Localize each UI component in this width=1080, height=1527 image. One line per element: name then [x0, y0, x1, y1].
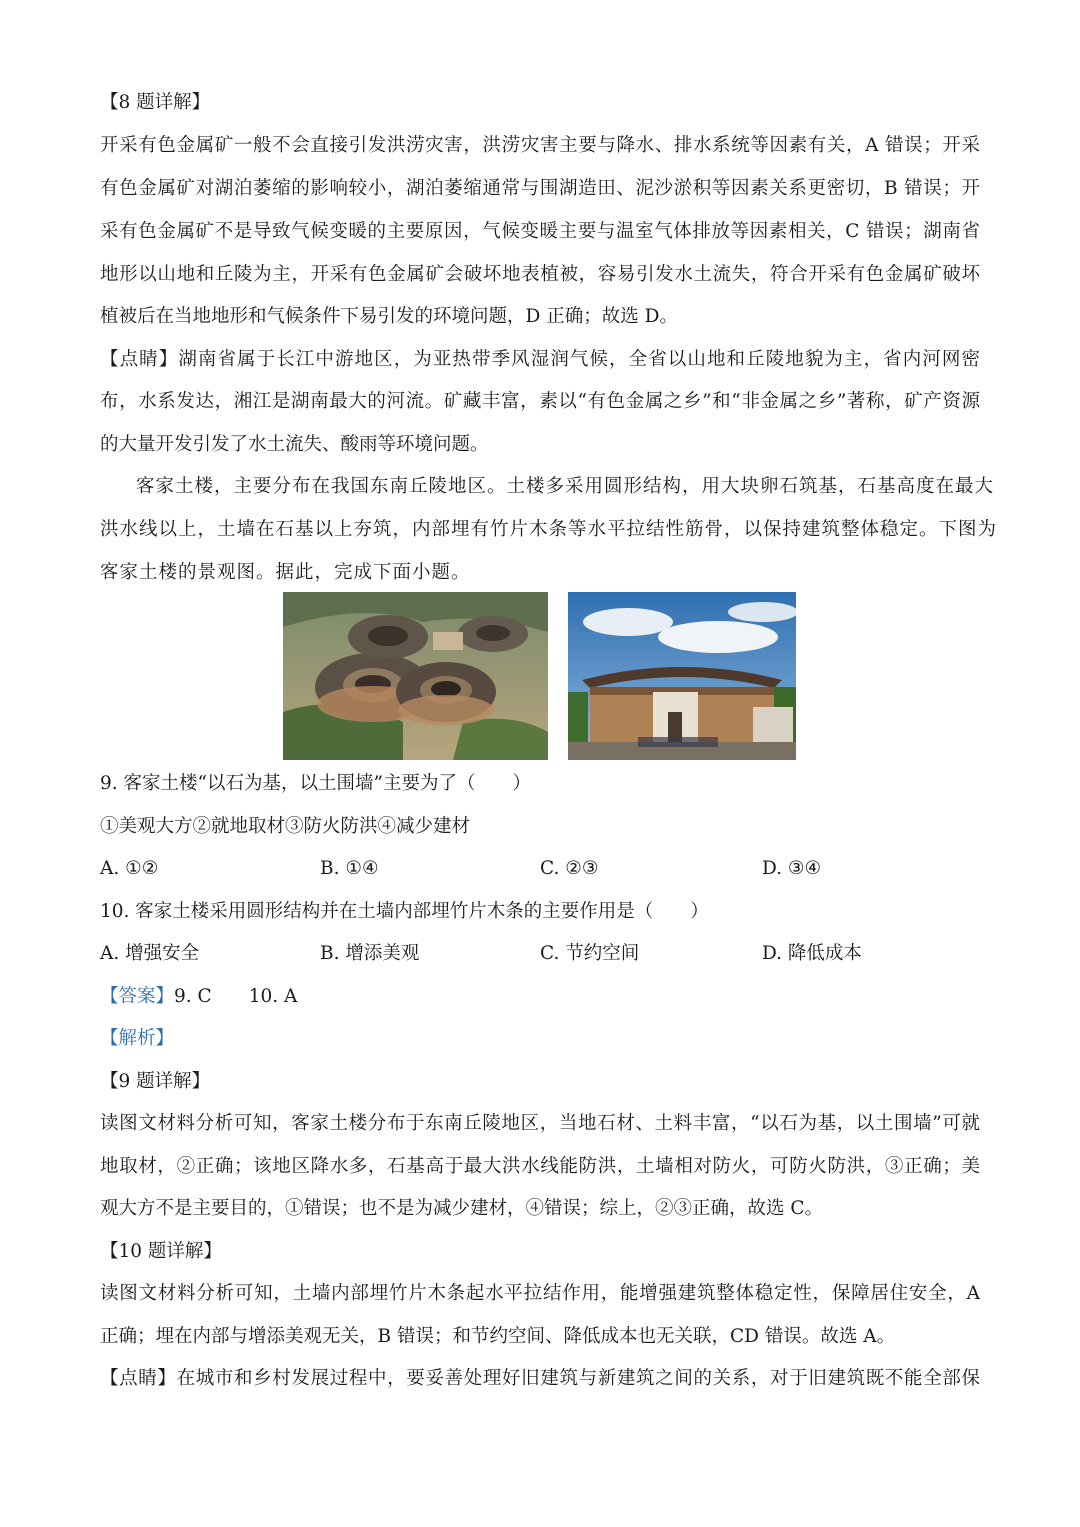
passage-line: 洪水线以上，土墙在石基以上夯筑，内部埋有竹片木条等水平拉结性筋骨，以保持建筑整体稳定。下图为 — [100, 519, 998, 540]
q10-stem: 10. 客家土楼采用圆形结构并在土墙内部埋竹片木条的主要作用是（ ） — [100, 901, 709, 922]
point-note-line: 的大量开发引发了水土流失、酸雨等环境问题。 — [100, 434, 489, 455]
q9-option-b[interactable]: B. ①④ — [320, 858, 379, 879]
q10-option-c[interactable]: C. 节约空间 — [540, 943, 640, 964]
tulou-front-photo — [568, 592, 796, 760]
q9-option-c[interactable]: C. ②③ — [540, 858, 599, 879]
q10-option-d[interactable]: D. 降低成本 — [762, 943, 862, 964]
q9-stem: 9. 客家土楼“以石为基，以土围墙”主要为了（ ） — [100, 773, 531, 794]
q9-detail-line: 读图文材料分析可知，客家土楼分布于东南丘陵地区，当地石材、土料丰富，“以石为基，以土围墙”可就 — [100, 1113, 980, 1134]
answer-text: 9. C 10. A — [174, 986, 298, 1007]
q10-option-a[interactable]: A. 增强安全 — [100, 943, 200, 964]
q8-detail-line: 采有色金属矿不是导致气候变暖的主要原因，气候变暖主要与温室气体排放等因素相关，C 错误；湖南省 — [100, 221, 980, 242]
point-note-line: 【点睛】湖南省属于长江中游地区，为亚热带季风湿润气候，全省以山地和丘陵地貌为主，省内河网密 — [100, 349, 980, 370]
q9-option-a[interactable]: A. ①② — [100, 858, 159, 879]
answer-label: 【答案】 — [100, 986, 175, 1007]
q9-detail-line: 地取材，②正确；该地区降水多，石基高于最大洪水线能防洪，土墙相对防火，可防火防洪，③正确；美 — [100, 1156, 980, 1177]
passage-line: 客家土楼的景观图。据此，完成下面小题。 — [100, 562, 471, 583]
q9-detail-line: 观大方不是主要目的，①错误；也不是为减少建材，④错误；综上，②③正确，故选 C。 — [100, 1198, 824, 1219]
tulou-aerial-photo — [283, 592, 548, 760]
q10-detail-line: 正确；埋在内部与增添美观无关，B 错误；和节约空间、降低成本也无关联，CD 错误。故选 A。 — [100, 1326, 896, 1347]
q8-detail-line: 植被后在当地地形和气候条件下易引发的环境问题，D 正确；故选 D。 — [100, 306, 678, 327]
q8-detail-line: 有色金属矿对湖泊萎缩的影响较小，湖泊萎缩通常与围湖造田、泥沙淤积等因素关系更密切，B 错误；开 — [100, 178, 980, 199]
analysis-label: 【解析】 — [100, 1028, 175, 1049]
answer-row — [100, 984, 980, 1010]
q10-detail-line: 读图文材料分析可知，土墙内部埋竹片木条起水平拉结作用，能增强建筑整体稳定性，保障居住安全，A — [100, 1283, 980, 1304]
q9-option-d[interactable]: D. ③④ — [762, 858, 822, 879]
q9-detail-heading: 【9 题详解】 — [100, 1071, 211, 1092]
q10-detail-heading: 【10 题详解】 — [100, 1241, 222, 1262]
q8-detail-line: 开采有色金属矿一般不会直接引发洪涝灾害，洪涝灾害主要与降水、排水系统等因素有关，A 错误；开采 — [100, 135, 980, 156]
q10-option-b[interactable]: B. 增添美观 — [320, 943, 420, 964]
point-note-line: 布，水系发达，湘江是湖南最大的河流。矿藏丰富，素以“有色金属之乡”和“非金属之乡”著称，矿产资源 — [100, 391, 980, 412]
point-note-line: 【点睛】在城市和乡村发展过程中，要妥善处理好旧建筑与新建筑之间的关系，对于旧建筑既不能全部保 — [100, 1368, 980, 1389]
passage-line: 客家土楼，主要分布在我国东南丘陵地区。土楼多采用圆形结构，用大块卵石筑基，石基高度在最大 — [136, 476, 995, 497]
q8-detail-heading: 【8 题详解】 — [100, 92, 211, 113]
q8-detail-line: 地形以山地和丘陵为主，开采有色金属矿会破坏地表植被，容易引发水土流失，符合开采有色金属矿破坏 — [100, 264, 980, 285]
q9-choices: ①美观大方②就地取材③防火防洪④减少建材 — [100, 816, 471, 837]
